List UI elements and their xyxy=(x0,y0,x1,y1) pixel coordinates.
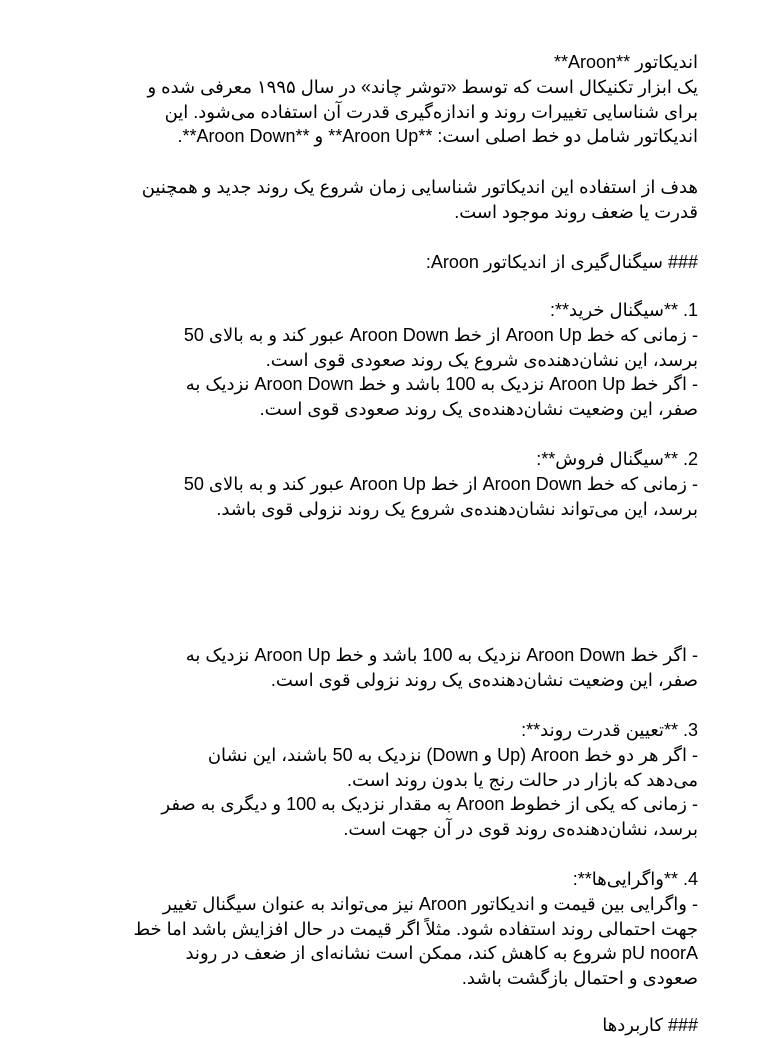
sell-signal-line: - زمانی که خط Aroon Down از خط Aroon Up عبور کند و به بالای 50 xyxy=(183,473,698,494)
buy-signal-heading: 1. **سیگنال خرید**: xyxy=(549,300,698,320)
purpose-paragraph xyxy=(58,175,698,225)
intro-paragraph xyxy=(58,50,698,149)
sell-signal-continued xyxy=(58,643,698,693)
aroon-up-label: Aroon Up شروع به کاهش کند، ممکن است نشانه‌ای از ضعف در روند xyxy=(185,943,698,964)
divergence-line xyxy=(58,941,698,966)
sell-signal-section xyxy=(58,447,698,521)
trend-strength-line: برسد، نشان‌دهنده‌ی روند قوی در آن جهت است. xyxy=(343,819,698,840)
divergence-line: - واگرایی بین قیمت و اندیکاتور Aroon نیز می‌تواند به عنوان سیگنال تغییر xyxy=(162,893,698,914)
sell-signal-line: برسد، این می‌تواند نشان‌دهنده‌ی شروع یک روند نزولی قوی باشد. xyxy=(216,498,698,519)
intro-line: یک ابزار تکنیکال است که توسط «توشر چاند» در سال ۱۹۹۵ معرفی شده و xyxy=(147,76,698,97)
intro-line: اندیکاتور شامل دو خط اصلی است: **Aroon Up** و **Aroon Down**. xyxy=(177,126,698,147)
purpose-line: قدرت یا ضعف روند موجود است. xyxy=(454,201,698,222)
trend-strength-line: - زمانی که یکی از خطوط Aroon به مقدار نزدیک به 100 و دیگری به صفر xyxy=(161,794,698,815)
divergence-section xyxy=(58,867,698,991)
sell-signal-line: - اگر خط Aroon Down نزدیک به 100 باشد و خط Aroon Up نزدیک به xyxy=(185,645,698,665)
divergence-line: جهت احتمالی روند استفاده شود. مثلاً اگر قیمت در حال افزایش باشد اما خط xyxy=(133,918,698,939)
signals-section xyxy=(58,250,698,275)
sell-signal-line: صفر، این وضعیت نشان‌دهنده‌ی یک روند نزولی قوی است. xyxy=(270,669,698,690)
buy-signal-line: - زمانی که خط Aroon Up از خط Aroon Down عبور کند و به بالای 50 xyxy=(183,324,698,345)
signals-heading: ### سیگنال‌گیری از اندیکاتور Aroon: xyxy=(425,252,698,272)
sell-signal-heading: 2. **سیگنال فروش**: xyxy=(536,449,698,469)
intro-line: برای شناسایی تغییرات روند و اندازه‌گیری قدرت آن استفاده می‌شود. این xyxy=(164,101,698,122)
divergence-heading: 4. **واگرایی‌ها**: xyxy=(572,869,698,889)
divergence-line: صعودی و احتمال بازگشت باشد. xyxy=(461,968,698,989)
purpose-line: هدف از استفاده این اندیکاتور شناسایی زمان شروع یک روند جدید و همچنین xyxy=(141,177,698,197)
intro-title: اندیکاتور **Aroon** xyxy=(554,52,698,72)
trend-strength-heading: 3. **تعیین قدرت روند**: xyxy=(521,720,698,740)
buy-signal-line: - اگر خط Aroon Up نزدیک به 100 باشد و خط Aroon Down نزدیک به xyxy=(185,374,698,395)
trend-strength-line: می‌دهد که بازار در حالت رنج یا بدون روند است. xyxy=(347,769,698,790)
buy-signal-line: صفر، این وضعیت نشان‌دهنده‌ی یک روند صعودی قوی است. xyxy=(259,399,698,420)
buy-signal-section xyxy=(58,298,698,422)
buy-signal-line: برسد، این نشان‌دهنده‌ی شروع یک روند صعودی قوی است. xyxy=(265,349,698,370)
next-section xyxy=(58,1013,698,1038)
trend-strength-section xyxy=(58,718,698,842)
next-section-heading: ### کاربردها xyxy=(602,1015,698,1035)
trend-strength-line: - اگر هر دو خط Aroon (Up و Down) نزدیک به 50 باشند، این نشان xyxy=(207,744,698,765)
